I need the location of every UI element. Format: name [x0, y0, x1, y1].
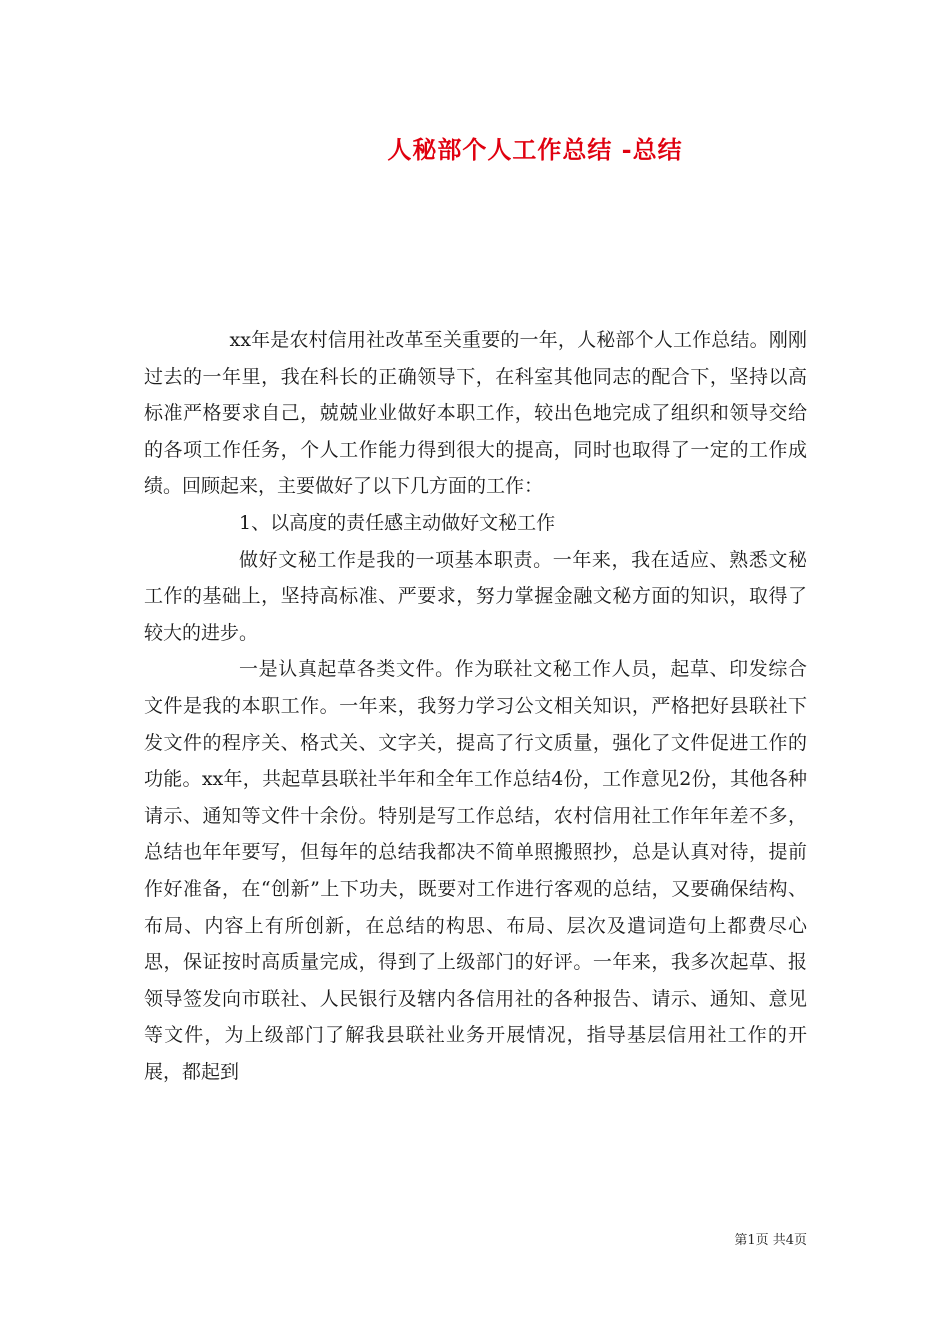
paragraph-drafting-documents: 一是认真起草各类文件。作为联社文秘工作人员，起草、印发综合文件是我的本职工作。一年来，我努力学习公文相关知识，严格把好县联社下发文件的程序关、格式关、文字关，提高了行文质量，强化了文件促进工作的功能。xx年，共起草县联社半年和全年工作总结4份，工作意见2份，其他各种请示、通知等文件十余份。特别是写工作总结，农村信用社工作年年差不多，总结也年年要写，但每年的总结我都决不简单照搬照抄，总是认真对待，提前作好准备，在“创新”上下功夫，既要对工作进行客观的总结，又要确保结构、布局、内容上有所创新，在总结的构思、布局、层次及遣词造句上都费尽心思，保证按时高质量完成，得到了上级部门的好评。一年来，我多次起草、报领导签发向市联社、人民银行及辖内各信用社的各种报告、请示、通知、意见等文件，为上级部门了解我县联社业务开展情况，指导基层信用社工作的开展，都起到 [144, 658, 807, 1083]
page-number: 第1页 共4页 [734, 1233, 807, 1248]
document-title: 人秘部个人工作总结 -总结 [387, 135, 683, 164]
document-body [144, 322, 807, 1090]
paragraph-secretarial-duty: 做好文秘工作是我的一项基本职责。一年来，我在适应、熟悉文秘工作的基础上，坚持高标准、严要求，努力掌握金融文秘方面的知识，取得了较大的进步。 [144, 548, 807, 644]
section-heading-1: 1、以高度的责任感主动做好文秘工作 [239, 511, 556, 534]
paragraph-intro: xx年是农村信用社改革至关重要的一年，人秘部个人工作总结。刚刚过去的一年里，我在科长的正确领导下，在科室其他同志的配合下，坚持以高标准严格要求自己，兢兢业业做好本职工作，较出色地完成了组织和领导交给的各项工作任务，个人工作能力得到很大的提高，同时也取得了一定的工作成绩。回顾起来，主要做好了以下几方面的工作： [144, 329, 807, 498]
